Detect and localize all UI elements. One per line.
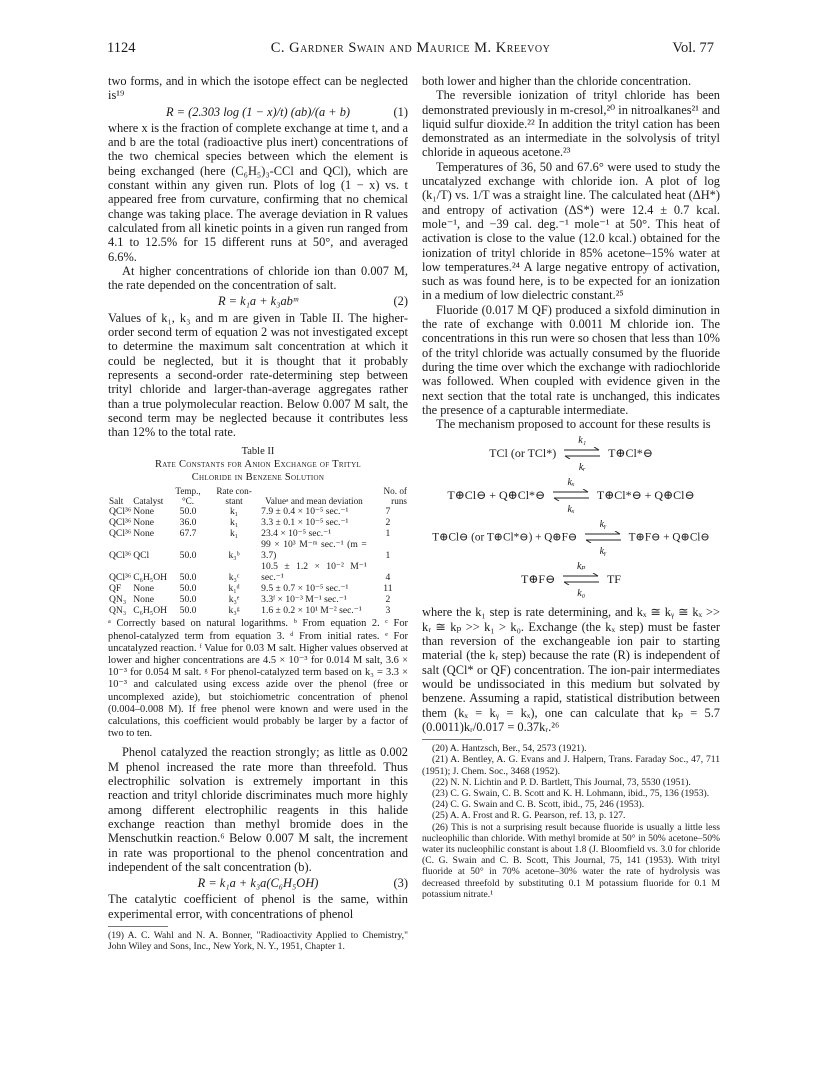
equilibrium-arrow-icon bbox=[551, 477, 591, 516]
table-cell-temp: 50.0 bbox=[179, 583, 197, 595]
reactant: T⊕Cl⊖ (or T⊕Cl*⊖) + Q⊕F⊖ bbox=[432, 532, 578, 544]
table-cell-temp: 50.0 bbox=[179, 506, 197, 518]
rate-constant-label: kᵧ bbox=[599, 519, 607, 531]
table-cell-salt: QCl³⁶ bbox=[109, 506, 132, 518]
left-column bbox=[108, 74, 408, 952]
table-row bbox=[108, 506, 408, 517]
table-cell-catalyst: None bbox=[133, 528, 154, 540]
equation-number: (3) bbox=[393, 876, 408, 891]
table-cell-salt: QCl³⁶ bbox=[109, 517, 132, 529]
rate-constant-label: k₀ bbox=[577, 588, 586, 600]
column-header: No. of runs bbox=[383, 486, 407, 507]
table-row bbox=[108, 561, 408, 583]
equation-1 bbox=[108, 105, 408, 119]
table-cell-salt: QN₃ bbox=[109, 605, 127, 617]
table-cell-catalyst: None bbox=[133, 517, 154, 529]
footnotes bbox=[422, 743, 720, 900]
table-cell-k: k₁ᵈ bbox=[228, 583, 240, 595]
mechanism-step-2 bbox=[422, 477, 720, 516]
table-cell-value: 9.5 ± 0.7 × 10⁻⁵ sec.⁻¹ bbox=[261, 583, 349, 595]
table-cell-k: k₃ᶜ bbox=[228, 572, 240, 584]
table-cell-catalyst: C₆H₅OH bbox=[133, 572, 168, 584]
product: T⊕Cl*⊖ bbox=[608, 446, 653, 461]
reactant: T⊕F⊖ bbox=[521, 572, 556, 587]
reactant: TCl (or TCl*) bbox=[489, 446, 557, 461]
reactant: T⊕Cl⊖ + Q⊕Cl*⊖ bbox=[447, 488, 546, 503]
rate-constant-label: kₚ bbox=[576, 561, 586, 573]
table-cell-salt: QN₃ bbox=[109, 594, 127, 606]
table-cell-temp: 67.7 bbox=[179, 528, 197, 540]
table-cell-runs: 11 bbox=[383, 583, 393, 595]
table-footnotes: ᵃ Correctly based on natural logarithms. ᵇ From equation 2. ᶜ For phenol-catalyzed term from equation 3. ᵈ From initial rates. ᵉ For uncatalyzed reaction. ᶠ Value for 0.03 M salt. Higher values observed at lower and higher concentrations are 4.5 × 10⁻³ for 0.014 M salt, 3.6 × 10⁻³ for 0.054 M salt. ᵍ For phenol-catalyzed term based on k₃ = 3.3 × 10⁻³ and calculated using excess azide over the phenol (free or uncomplexed azide), but stoichiometric concentration of phenol (0.004–0.008 M). If free phenol were known and were used in the calculations, this coefficient would probably be larger by a factor of two to ten. bbox=[108, 618, 408, 740]
footnote-rule bbox=[422, 739, 482, 740]
rate-constant-label: kₓ bbox=[567, 504, 575, 516]
right-column bbox=[422, 74, 720, 900]
product: T⊕F⊖ + Q⊕Cl⊖ bbox=[628, 532, 710, 544]
table-cell-temp: 50.0 bbox=[179, 572, 197, 584]
rate-constant-label: kᵣ bbox=[578, 462, 586, 474]
footnote: (24) C. G. Swain and C. B. Scott, ibid., 75, 246 (1953). bbox=[432, 799, 645, 811]
equation-number: (1) bbox=[393, 104, 408, 119]
mechanism-step-3 bbox=[422, 519, 720, 558]
table-cell-value: 7.9 ± 0.4 × 10⁻⁵ sec.⁻¹ bbox=[261, 506, 349, 518]
paragraph: Values of k₁, k₃ and m are given in Table II. The higher-order second term of equation 2 was not investigated except to determine the maximum salt concentration at which it could be neglected, but it is thought that it probably represents a second-order rate-determining step between trityl chloride and larger-than-average aggregates rather than a true polymolecular reaction. Below 0.007 M salt, the second term may be neglected because it contributes less than 12% to the total rate. bbox=[108, 310, 408, 440]
table-row bbox=[108, 605, 408, 616]
paragraph: Phenol catalyzed the reaction strongly; as little as 0.002 M phenol increased the rate more than threefold. Thus electrophilic solvation is extremely important in this reaction and trityl chloride discriminates much more highly among different electrophilic reagents in this halide exchange reaction than methyl bromide does in the Menschutkin reaction.⁶ Below 0.007 M salt, the increment in rate was proportional to the phenol concentration and independent of the salt concentration (b). bbox=[108, 745, 408, 874]
table-cell-temp: 50.0 bbox=[179, 550, 197, 562]
column-header: Catalyst bbox=[133, 496, 164, 507]
mechanism-step-1 bbox=[422, 435, 720, 474]
equation-text: R = k₁a + k₃abᵐ bbox=[217, 294, 299, 309]
footnote: (26) This is not a surprising result because fluoride is usually a little less nucleophilic than chloride. With methyl bromide at 50° in 50% acetone–50% water its nucleophilic constant is about 1.8 (J. Bloomfield vs. 3.0 for chloride (C. G. Swain and C. B. Scott, This Journal, 75, 141 (1953). With trityl fluoride at 50° in 70% acetone–30% water the rate of hydrolysis was decreased threefold by substituting 0.1 M potassium fluoride for 0.1 M potassium nitrate.¹ bbox=[422, 821, 720, 900]
table-title: Chloride in Benzene Solution bbox=[191, 472, 325, 484]
paragraph: At higher concentrations of chloride ion than 0.007 M, the rate depended on the concentration of salt. bbox=[108, 263, 408, 293]
table-cell-runs: 1 bbox=[385, 528, 391, 540]
table-cell-salt: QF bbox=[109, 583, 122, 595]
rate-constant-label: kᵧ bbox=[599, 546, 607, 558]
table-cell-value: 99 × 10³ M⁻ᵐ sec.⁻¹ (m = 3.7) bbox=[261, 539, 367, 562]
equilibrium-arrow-icon bbox=[562, 435, 602, 474]
paragraph: Temperatures of 36, 50 and 67.6° were used to study the uncatalyzed exchange with chloride ion. A plot of log (k₁/T) vs. 1/T was a straight line. The calculated heat (ΔH*) and entropy of activation (ΔS*) were 12.4 ± 0.7 kcal. mole⁻¹, and −39 cal. deg.⁻¹ mole⁻¹ at 50°. This heat of activation is close to the value (12.0 kcal.) obtained for the ionization of trityl chloride in 85% acetone–15% water at low temperatures.²⁴ A large negative entropy of activation, such as was found here, is to be expected for an ionization in a medium of low dielectric constant.²⁵ bbox=[422, 159, 720, 303]
page-header bbox=[107, 40, 714, 60]
equation-text: R = k₁a + k₃a(C₆H₅OH) bbox=[197, 876, 319, 891]
equation-2 bbox=[108, 294, 408, 308]
volume-label: Vol. 77 bbox=[672, 40, 714, 56]
table-body bbox=[108, 506, 408, 616]
paragraph: The reversible ionization of trityl chloride has been demonstrated previously in m-cresol,²⁰ in nitroalkanes²¹ and liquid sulfur dioxide.²² In addition the trityl cation has been demonstrated as an intermediate in the solvolysis of trityl chloride in aqueous acetone.²³ bbox=[422, 88, 720, 160]
equation-text: R = (2.303 log (1 − x)/t) (ab)/(a + b) bbox=[165, 104, 351, 119]
table-cell-catalyst: None bbox=[133, 594, 154, 606]
table-cell-value: 3.3 ± 0.1 × 10⁻⁵ sec.⁻¹ bbox=[261, 517, 349, 529]
table-cell-runs: 4 bbox=[385, 572, 391, 584]
paragraph: two forms, and in which the isotope effect can be neglected is¹⁹ bbox=[108, 74, 408, 103]
paragraph: both lower and higher than the chloride concentration. bbox=[422, 74, 692, 88]
running-title: C. Gardner Swain and Maurice M. Kreevoy bbox=[270, 40, 551, 56]
rate-constant-label: k₁ bbox=[578, 435, 587, 447]
table-cell-value: 3.3ᶠ × 10⁻³ M⁻¹ sec.⁻¹ bbox=[261, 594, 347, 606]
table-row bbox=[108, 594, 408, 605]
paragraph: where the k₁ step is rate determining, and kₓ ≅ kᵧ ≅ kₓ >> kᵣ ≅ kₚ >> k₁ > k₀. Exchange (the kₓ step) must be faster than reversion of the exchangeable ion pair to starting material (the kᵣ step) because the rate (R) is independent of salt (QCl* or QF) concentration. The ion-pair intermediates would be undissociated in this medium but solvated by benzene. Assuming a rapid, statistical distribution between them (kₓ = kᵧ = kₓ), one can calculate that kₚ = 5.7 (0.0011)kᵣ/0.017 = 0.37kᵣ.²⁶ bbox=[422, 605, 720, 734]
table-label: Table II bbox=[241, 446, 275, 458]
footnote: (20) A. Hantzsch, Ber., 54, 2573 (1921). bbox=[432, 743, 587, 755]
footnote-rule bbox=[108, 926, 168, 927]
page-number: 1124 bbox=[107, 40, 136, 56]
footnote: (23) C. G. Swain, C. B. Scott and K. H. Lohmann, ibid., 75, 136 (1953). bbox=[432, 787, 710, 799]
reaction-mechanism bbox=[422, 435, 720, 605]
table-cell-catalyst: C₆H₅OH bbox=[133, 605, 168, 617]
paragraph: The catalytic coefficient of phenol is the same, within experimental error, with concentrations of phenol bbox=[108, 892, 408, 921]
table-row bbox=[108, 528, 408, 539]
table-cell-temp: 50.0 bbox=[179, 594, 197, 606]
table-title: Rate Constants for Anion Exchange of Trityl bbox=[154, 459, 362, 471]
product: TF bbox=[606, 572, 621, 587]
paragraph: Fluoride (0.017 M QF) produced a sixfold diminution in the rate of exchange with 0.0011 M chloride ion. The concentrations in this run were so chosen that less than 10% of the trityl chloride was actually consumed by the fluoride during the time over which the exchange with radiochloride was followed. When coupled with evidence given in the next section that the total rate is unchanged, this indicates the presence of a capturable intermediate. bbox=[422, 302, 720, 417]
mechanism-step-4 bbox=[422, 561, 720, 600]
table-cell-k: k₃ᵉ bbox=[228, 594, 240, 606]
column-header: Temp., °C. bbox=[175, 486, 201, 507]
product: T⊕Cl*⊖ + Q⊕Cl⊖ bbox=[596, 488, 695, 503]
equilibrium-arrow-icon bbox=[561, 561, 601, 600]
footnote: (22) N. N. Lichtin and P. D. Bartlett, This Journal, 73, 5530 (1951). bbox=[432, 776, 691, 788]
footnote: (25) A. A. Frost and R. G. Pearson, ref. 13, p. 127. bbox=[432, 810, 626, 822]
table-row bbox=[108, 583, 408, 594]
rate-constants-table bbox=[108, 486, 408, 616]
equation-3 bbox=[108, 876, 408, 890]
paragraph: where x is the fraction of complete exchange at time t, and a and b are the total (radioactive plus inert) concentrations of the two chemical species between which the element is being exchanged (here (C₆H₅)₃-CCl and QCl), which are constant within any given run. Plots of log (1 − x) vs. t appeared free from curvature, confirming that no chemical change was taking place. The average deviation in R values calculated from all kinetic points in a given run ranged from 4.1 to 12.5% for 15 different runs at 50°, and averaged 6.6%. bbox=[108, 120, 408, 264]
table-cell-runs: 2 bbox=[385, 517, 391, 529]
table-cell-value: 23.4 × 10⁻⁵ sec.⁻¹ bbox=[261, 528, 332, 540]
table-cell-salt: QCl³⁶ bbox=[109, 528, 132, 540]
table-cell-runs: 1 bbox=[385, 550, 391, 562]
table-cell-k: k₃ᵍ bbox=[228, 605, 240, 617]
footnote: (21) A. Bentley, A. G. Evans and J. Halpern, Trans. Faraday Soc., 47, 711 (1951); J. Chem. Soc., 3468 (1952). bbox=[422, 754, 720, 777]
table-cell-catalyst: None bbox=[133, 583, 154, 595]
table-cell-runs: 2 bbox=[385, 594, 391, 606]
table-cell-salt: QCl³⁶ bbox=[109, 572, 132, 584]
table-cell-k: k₁ bbox=[229, 517, 239, 529]
column-header: Rate con- stant bbox=[216, 486, 252, 507]
rate-constant-label: kₓ bbox=[567, 477, 575, 489]
footnote: (19) A. C. Wahl and N. A. Bonner, "Radioactivity Applied to Chemistry," John Wiley and Sons, Inc., New York, N. Y., 1951, Chapter 1. bbox=[108, 930, 408, 953]
column-header: Valueᵃ and mean deviation bbox=[265, 496, 363, 507]
table-cell-catalyst: QCl bbox=[133, 550, 150, 562]
table-cell-runs: 3 bbox=[385, 605, 391, 617]
table-cell-k: k₁ bbox=[229, 528, 239, 540]
table-cell-value: 1.6 ± 0.2 × 10¹ M⁻² sec.⁻¹ bbox=[261, 605, 362, 617]
equation-number: (2) bbox=[393, 294, 408, 309]
table-cell-salt: QCl³⁶ bbox=[109, 550, 132, 562]
table-cell-temp: 36.0 bbox=[179, 517, 197, 529]
table-cell-k: k₁ bbox=[229, 506, 239, 518]
table-row bbox=[108, 539, 408, 561]
paragraph: The mechanism proposed to account for these results is bbox=[436, 417, 711, 432]
table-cell-runs: 7 bbox=[385, 506, 391, 518]
table-cell-value: 10.5 ± 1.2 × 10⁻² M⁻¹ sec.⁻¹ bbox=[261, 561, 367, 584]
equilibrium-arrow-icon bbox=[583, 519, 623, 558]
table-cell-catalyst: None bbox=[133, 506, 154, 518]
column-header: Salt bbox=[109, 496, 124, 507]
table-row bbox=[108, 517, 408, 528]
table-cell-temp: 50.0 bbox=[179, 605, 197, 617]
table-cell-k: k₃ᵇ bbox=[228, 550, 240, 562]
